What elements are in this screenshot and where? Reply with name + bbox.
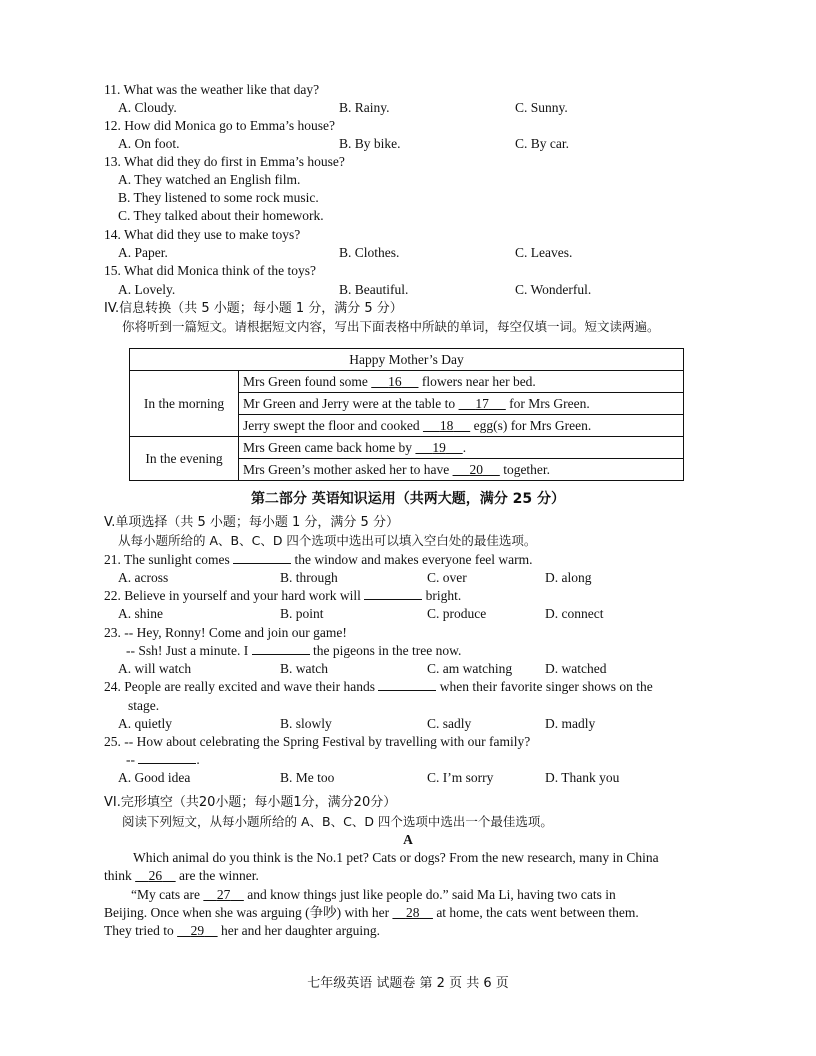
section-v-title: V.单项选择（共 5 小题；每小题 1 分，满分 5 分） [104,515,399,530]
info-table-header: Happy Mother’s Day [130,349,684,371]
passage-line-3: “My cats are 27 and know things just like people do.” said Ma Li, having two cats in [131,887,616,902]
q23-option-a: A. will watch [118,661,192,676]
q21-text: 21. The sunlight comes the window and makes everyone feel warm. [104,552,533,567]
q25-option-c: C. I’m sorry [427,770,494,785]
q14-option-b: B. Clothes. [339,245,400,260]
q12-option-c: C. By car. [515,136,569,151]
blank-27[interactable]: 27 [216,887,231,902]
blank-19[interactable]: 19 [432,439,446,455]
q25-line2: -- . [126,752,200,767]
section-iv-title: IV.信息转换（共 5 小题；每小题 1 分，满分 5 分） [104,301,403,316]
q24-option-c: C. sadly [427,716,472,731]
q15-option-a: A. Lovely. [118,282,176,297]
q21-option-c: C. over [427,570,467,585]
blank-16[interactable]: 16 [388,373,402,389]
q21-option-d: D. along [545,570,592,585]
q11-option-c: C. Sunny. [515,100,568,115]
section-iv-instruction: 你将听到一篇短文。请根据短文内容，写出下面表格中所缺的单词，每空仅填一词。短文读两遍。 [122,319,660,334]
blank-29[interactable]: 29 [190,923,205,938]
q15-option-b: B. Beautiful. [339,282,409,297]
section-vi-title: VI.完形填空（共20小题；每小题1分，满分20分） [104,795,397,810]
q12-option-b: B. By bike. [339,136,401,151]
q23-line1: 23. -- Hey, Ronny! Come and join our game! [104,625,347,640]
evening-label: In the evening [130,437,239,481]
passage-label: A [403,832,413,847]
section-vi-instruction: 阅读下列短文，从每小题所给的 A、B、C、D 四个选项中选出一个最佳选项。 [122,814,553,829]
q22-blank[interactable] [364,587,422,600]
blank-18[interactable]: 18 [439,417,454,433]
table-row-20: Mrs Green’s mother asked her to have 20 together. [239,459,684,481]
page-footer: 七年级英语 试题卷 第 2 页 共 6 页 [307,976,509,991]
part-two-title: 第二部分 英语知识运用（共两大题，满分 25 分） [250,491,566,507]
q25-option-a: A. Good idea [118,770,191,785]
q23-option-d: D. watched [545,661,607,676]
q14-option-a: A. Paper. [118,245,168,260]
section-v-instruction: 从每小题所给的 A、B、C、D 四个选项中选出可以填入空白处的最佳选项。 [118,533,537,548]
blank-28[interactable]: 28 [405,905,420,920]
q25-option-b: B. Me too [280,770,335,785]
table-row-16: Mrs Green found some 16 flowers near her bed. [239,371,684,393]
q14-option-c: C. Leaves. [515,245,573,260]
q25-blank[interactable] [138,751,196,764]
q13-text: 13. What did they do first in Emma’s house? [104,154,345,169]
q12-text: 12. How did Monica go to Emma’s house? [104,118,335,133]
q13-option-a: A. They watched an English film. [118,172,301,187]
q13-option-b: B. They listened to some rock music. [118,190,319,205]
q25-option-d: D. Thank you [545,770,620,785]
blank-26[interactable]: 26 [148,868,163,883]
table-row-17: Mr Green and Jerry were at the table to 17 for Mrs Green. [239,393,684,415]
q23-line2: -- Ssh! Just a minute. I the pigeons in the tree now. [126,643,462,658]
morning-label: In the morning [130,371,239,437]
q25-line1: 25. -- How about celebrating the Spring Festival by travelling with our family? [104,734,531,749]
table-row-19: Mrs Green came back home by 19 . [239,437,684,459]
q22-option-b: B. point [280,606,324,621]
q24-option-d: D. madly [545,716,596,731]
q24-blank[interactable] [378,678,436,691]
q23-blank[interactable] [252,642,310,655]
q22-option-d: D. connect [545,606,604,621]
q24-option-b: B. slowly [280,716,332,731]
q22-option-a: A. shine [118,606,163,621]
q21-option-b: B. through [280,570,338,585]
q22-option-c: C. produce [427,606,487,621]
q24-line2: stage. [128,698,160,713]
blank-20[interactable]: 20 [469,461,483,477]
q22-text: 22. Believe in yourself and your hard work will bright. [104,588,462,603]
passage-line-5: They tried to 29 her and her daughter arguing. [104,923,381,938]
q24-option-a: A. quietly [118,716,172,731]
q11-text: 11. What was the weather like that day? [104,82,320,97]
q15-text: 15. What did Monica think of the toys? [104,263,316,278]
info-table [129,348,684,481]
q21-blank[interactable] [233,551,291,564]
q21-option-a: A. across [118,570,169,585]
passage-line-1: Which animal do you think is the No.1 pet? Cats or dogs? From the new research, many in China [133,850,659,865]
passage-line-4: Beijing. Once when she was arguing (争吵) with her 28 at home, the cats went between them. [104,905,639,920]
table-row-18: Jerry swept the floor and cooked 18 egg(s) for Mrs Green. [239,415,684,437]
q12-option-a: A. On foot. [118,136,180,151]
q11-option-b: B. Rainy. [339,100,390,115]
blank-17[interactable]: 17 [475,395,489,411]
passage-line-2: think 26 are the winner. [104,868,259,883]
q24-text: 24. People are really excited and wave their hands when their favorite singer shows on the [104,679,653,694]
q15-option-c: C. Wonderful. [515,282,592,297]
q23-option-c: C. am watching [427,661,513,676]
q13-option-c: C. They talked about their homework. [118,208,324,223]
q11-option-a: A. Cloudy. [118,100,177,115]
q14-text: 14. What did they use to make toys? [104,227,301,242]
q23-option-b: B. watch [280,661,328,676]
